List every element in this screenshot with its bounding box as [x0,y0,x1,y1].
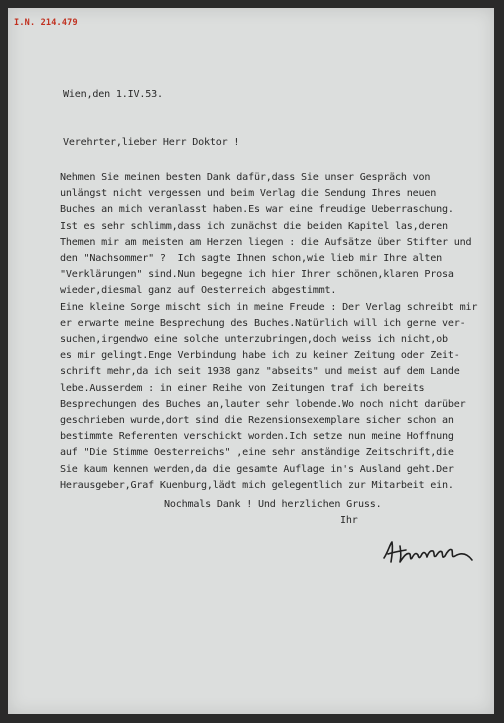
handwritten-signature [380,534,476,570]
body-line: bestimmte Referenten verschickt worden.Ich setze nun meine Hoffnung [60,431,454,443]
body-line: suchen,irgendwo eine solche unterzubringen,doch weiss ich nicht,ob [60,334,448,346]
letter-date: Wien,den 1.IV.53. [63,89,163,100]
body-line: Themen mir am meisten am Herzen liegen : die Aufsätze über Stifter und [60,236,472,248]
body-line: auf "Die Stimme Oesterreichs" ,eine sehr anständige Zeitschrift,die [60,447,454,459]
body-line: Eine kleine Sorge mischt sich in meine Freude : Der Verlag schreibt mir [60,301,478,313]
body-line: den "Nachsommer" ? Ich sagte Ihnen schon,wie lieb mir Ihre alten [60,253,443,265]
body-line: Buches an mich veranlasst haben.Es war eine freudige Ueberraschung. [60,204,454,216]
letter-page [8,8,494,714]
body-line: "Verklärungen" sind.Nun begegne ich hier Ihrer schönen,klaren Prosa [60,269,454,281]
body-line: Ist es sehr schlimm,dass ich zunächst die beiden Kapitel las,deren [60,220,448,232]
salutation: Verehrter,lieber Herr Doktor ! [63,137,240,148]
body-line: Herausgeber,Graf Kuenburg,lädt mich gelegentlich zur Mitarbeit ein. [60,479,454,491]
body-line: es mir gelingt.Enge Verbindung habe ich zu keiner Zeitung oder Zeit- [60,350,460,362]
sign-off: Ihr [340,515,358,526]
body-line: Sie kaum kennen werden,da die gesamte Auflage in's Ausland geht.Der [60,463,454,475]
body-line: wieder,diesmal ganz auf Oesterreich abgestimmt. [60,285,337,297]
body-line: Nehmen Sie meinen besten Dank dafür,dass Sie unser Gespräch von [60,172,431,183]
archive-stamp: I.N. 214.479 [14,18,78,28]
letter-body [60,170,477,494]
body-line: schrift mehr,da ich seit 1938 ganz "abseits" und meist auf dem Lande [60,366,460,378]
body-line: unlängst nicht vergessen und beim Verlag die Sendung Ihres neuen [60,188,437,200]
body-line: lebe.Ausserdem : in einer Reihe von Zeitungen traf ich bereits [60,382,425,394]
body-line: geschrieben wurde,dort sind die Rezensionsexemplare sicher schon an [60,415,454,427]
body-line: Besprechungen des Buches an,lauter sehr lobende.Wo noch nicht darüber [60,398,466,410]
body-line: er erwarte meine Besprechung des Buches.Natürlich will ich gerne ver- [60,317,466,329]
closing-line: Nochmals Dank ! Und herzlichen Gruss. [164,499,382,510]
